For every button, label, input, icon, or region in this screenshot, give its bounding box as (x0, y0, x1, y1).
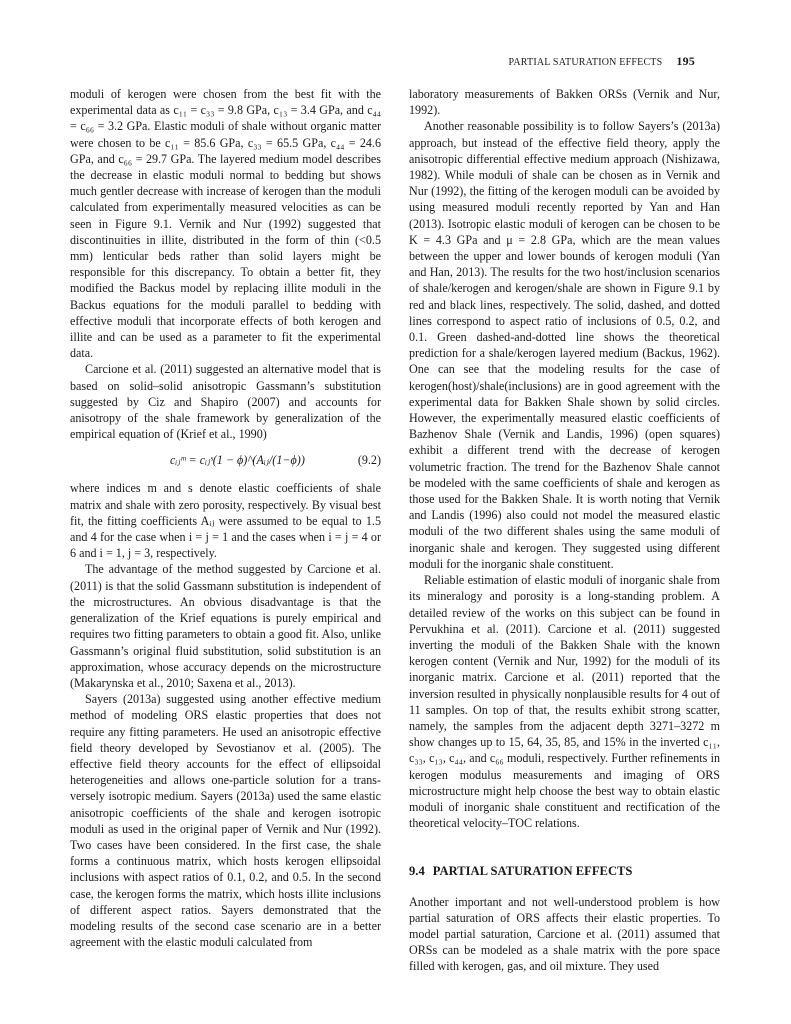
page-number: 195 (676, 54, 695, 68)
paragraph: laboratory measurements of Bakken ORSs (Vernik and Nur, 1992). (409, 87, 720, 118)
section-number: 9.4 (409, 864, 425, 879)
equation-9-2 (70, 444, 381, 478)
paragraph: Carcione et al. (2011) suggested an alternative model that is based on solid–solid anisotropic Gassmann’s substitution suggested by Ciz and Shapiro (2007) and accounts for anisotropy of the shale framework by generalization of the empirical equation of (Krief et al., 1990) (70, 362, 381, 442)
section-title: PARTIAL SATURATION EFFECTS (432, 864, 633, 879)
running-title: PARTIAL SATURATION EFFECTS (508, 57, 663, 68)
paragraph: Reliable estimation of elastic moduli of inorganic shale from its mineralogy and porosity is a long-standing problem. A detailed review of the works on this subject can be found in Pervukhina et al. (2011). Carcione et al. (2011) suggested inverting the moduli of the Bakken Shale with the known kerogen content (Vernik and Nur, 1992) for the moduli of its inorganic matrix. Carcione et al. (2011) reported that the inversion resulted in physically nonplausible results for 4 out of 11 samples. On top of that, the results exhibit strong scatter, namely, the samples from the adjacent depth 3271–3272 m show changes up to 15, 64, 35, 85, and 15% in the inverted c₁₁, c₃₃, c₁₃, c₄₄, and c₆₆ moduli, respectively. Further refinements in kerogen modulus measurements and imaging of ORS microstructure might help choose the best way to obtain elastic moduli of inorganic shale constituent and rectification of the theoretical velocity–TOC relations. (409, 573, 720, 831)
paragraph: moduli of kerogen were chosen from the best fit with the experimental data as c₁₁ = c₃₃ = 9.8 GPa, c₁₃ = 3.4 GPa, and c₄₄ = c₆₆ = 3.2 GPa. Elastic moduli of shale without organic matter were chosen to be c₁₁ = 85.6 GPa, c₃₃ = 65.5 GPa, c₄₄ = 24.6 GPa, and c₆₆ = 29.7 GPa. The layered medium model describes the decrease in elastic moduli normal to bedding but shows much gentler decrease with increase of kerogen than the moduli calculated from experimentally measured velocities as can be seen in Figure 9.1. Vernik and Nur (1992) suggested that discontinuities in illite, distributed in the form of thin (<0.5 mm) lenticular beds rather than solid layers might be responsible for this discrepancy. To obtain a better fit, they modified the Backus model by replacing illite moduli in the Backus equations for the moduli parallel to bedding with effective moduli that incorporate effects of both kerogen and illite and can be used as a parameter to fit the experimental data. (70, 87, 381, 361)
paragraph: Another reasonable possibility is to follow Sayers’s (2013a) approach, but instead of the effective field theory, apply the anisotropic differential effective medium approach (Nishizawa, 1982). While moduli of shale can be chosen as in Vernik and Nur (1992), the fitting of the kerogen moduli can be avoided by using measured moduli recently reported by Yan and Han (2013). Isotropic elastic moduli of kerogen can be chosen to be K = 4.3 GPa and μ = 2.8 GPa, which are the mean values between the upper and lower bounds of kerogen moduli (Yan and Han, 2013). The results for the two host/inclusion scenarios of shale/kerogen and kerogen/shale are shown in Figure 9.1 by red and black lines, respectively. The solid, dashed, and dotted lines correspond to aspect ratio of inclusions of 0.5, 0.2, and 0.1. Green dashed-and-dotted line shows the theoretical prediction for a shale/kerogen layered medium (Backus, 1962). One can see that the modeling results for the case of kerogen(host)/shale(inclusions) are in good agreement with the experimental data for Bakken Shale shown by solid circles. However, the experimentally measured elastic coefficients of Bazhenov Shale (Vernik and Landis, 1996) (open squares) exhibit a different trend with the decrease of kerogen volumetric fraction. The trend for the Bazhenov Shale cannot be modeled with the same coefficients of shale and kerogen as those used for the Bakken Shale. It is worth noting that Vernik and Landis (1996) also could not model the measured elastic moduli of the two different shales using the same moduli of inorganic shale and kerogen. They suggested using different moduli for the inorganic shale constituent. (409, 119, 720, 571)
section-heading (409, 863, 720, 879)
running-header (509, 54, 696, 69)
paragraph: Another important and not well-understood problem is how partial saturation of ORS affects their elastic properties. To model partial saturation, Carcione et al. (2011) assumed that ORSs can be modeled as a shale matrix with the pore space filled with kerogen, gas, and oil mixture. They used (409, 894, 720, 974)
equation-formula: cᵢⱼᵐ = cᵢⱼˢ(1 − ϕ)^(Aᵢⱼ/(1−ϕ)) (170, 453, 305, 468)
paragraph: The advantage of the method suggested by Carcione et al. (2011) is that the solid Gassmann substitution is independent of the microstructures. An obvious disadvantage is that the generalization of the Krief equations is purely empirical and requires two fitting parameters to obtain a good fit. Also, unlike Gassmann’s original fluid substitution, solid substitution is an approximation, whose accuracy depends on the microstructure (Makarynska et al., 2010; Saxena et al., 2013). (70, 562, 381, 690)
right-column (409, 86, 720, 975)
paragraph: Sayers (2013a) suggested using another effective medium method of modeling ORS elastic properties that does not require any fitting parameters. He used an anisotropic effective field theory developed by Sevostianov et al. (2005). The effective field theory accounts for the effect of ellipsoidal heterogeneities and allows one-particle solution for a transversely isotropic medium. Sayers (2013a) used the same elastic anisotropic coefficients of the shale and kerogen isotropic moduli as used in the original paper of Vernik and Nur (1992). Two cases have been considered. In the first case, the shale forms a continuous matrix, which hosts kerogen ellipsoidal inclusions with aspect ratios of 0.1, 0.2, and 0.5. In the second case, the kerogen forms the matrix, which hosts illite inclusions of different aspect ratios. Sayers demonstrated that the modeling results of the second case scenario are in a better agreement with the elastic moduli calculated from (70, 692, 381, 950)
equation-number: (9.2) (357, 453, 381, 468)
paragraph: where indices m and s denote elastic coefficients of shale matrix and shale with zero porosity, respectively. By visual best fit, the fitting coefficients Aᵢⱼ were assumed to be equal to 1.5 and 4 for the case when i = j = 1 and the cases when i = j = 4 or 6 and i = 1, j = 3, respectively. (70, 481, 381, 561)
left-column (70, 86, 381, 950)
